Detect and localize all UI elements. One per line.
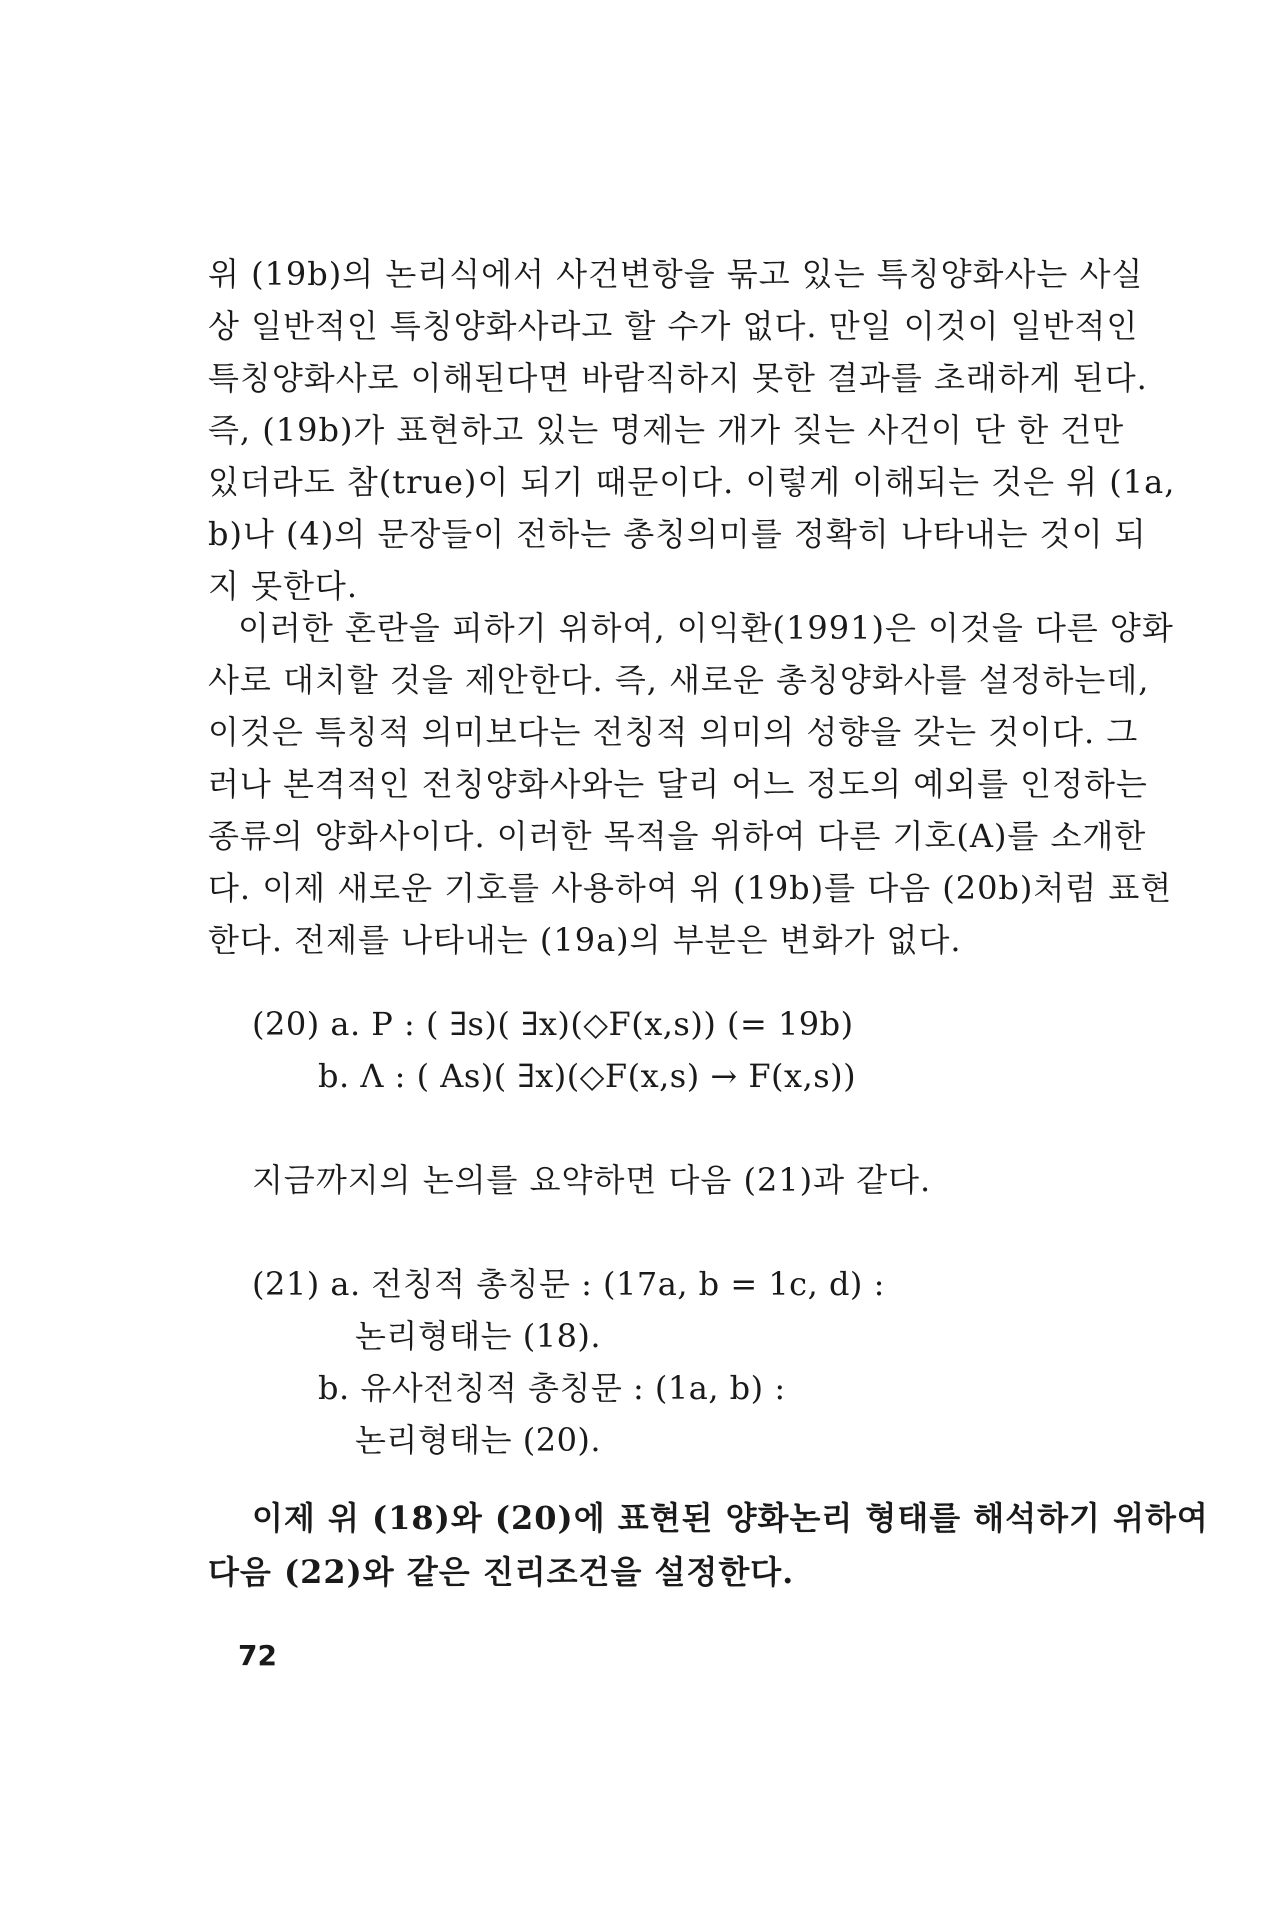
text-line: b)나 (4)의 문장들이 전하는 총칭의미를 정확히 나타내는 것이 되 (208, 515, 1147, 553)
example-20-a: (20) a. P : ( ∃s)( ∃x)(◇F(x,s)) (= 19b) (252, 1005, 854, 1043)
text-line: 다음 (22)와 같은 진리조건을 설정한다. (208, 1553, 795, 1591)
paragraph-3 (208, 1492, 1209, 1602)
text-line: 러나 본격적인 전칭양화사와는 달리 어느 정도의 예외를 인정하는 (208, 765, 1148, 803)
text-line: 지 못한다. (208, 567, 358, 605)
text-line: 이것은 특칭적 의미보다는 전칭적 의미의 성향을 갖는 것이다. 그 (208, 713, 1139, 751)
example-21-b-form: 논리형태는 (20). (355, 1421, 602, 1459)
text-line: 즉, (19b)가 표현하고 있는 명제는 개가 짖는 사건이 단 한 건만 (208, 411, 1125, 449)
page-number: 72 (238, 1639, 277, 1672)
example-21-b: b. 유사전칭적 총칭문 : (1a, b) : (318, 1369, 786, 1407)
text-line: 이러한 혼란을 피하기 위하여, 이익환(1991)은 이것을 다른 양화 (238, 609, 1174, 647)
paragraph-2 (208, 602, 1174, 972)
text-line: 특칭양화사로 이해된다면 바람직하지 못한 결과를 초래하게 된다. (208, 359, 1148, 397)
text-line: 상 일반적인 특칭양화사라고 할 수가 없다. 만일 이것이 일반적인 (208, 307, 1139, 345)
text-line: 다. 이제 새로운 기호를 사용하여 위 (19b)를 다음 (20b)처럼 표현 (208, 869, 1173, 907)
text-line: 위 (19b)의 논리식에서 사건변항을 묶고 있는 특칭양화사는 사실 (208, 255, 1144, 293)
example-21-a-form: 논리형태는 (18). (355, 1317, 602, 1355)
example-21-a: (21) a. 전칭적 총칭문 : (17a, b = 1c, d) : (252, 1265, 885, 1303)
text-line: 사로 대치할 것을 제안한다. 즉, 새로운 총칭양화사를 설정하는데, (208, 661, 1150, 699)
text-line: 있더라도 참(true)이 되기 때문이다. 이렇게 이해되는 것은 위 (1a, (208, 463, 1176, 501)
example-20-b: b. Λ : ( As)( ∃x)(◇F(x,s) → F(x,s)) (318, 1057, 857, 1095)
summary-intro: 지금까지의 논의를 요약하면 다음 (21)과 같다. (252, 1161, 932, 1199)
text-line: 이제 위 (18)와 (20)에 표현된 양화논리 형태를 해석하기 위하여 (252, 1499, 1209, 1537)
paragraph-1 (208, 248, 1176, 618)
text-line: 한다. 전제를 나타내는 (19a)의 부분은 변화가 없다. (208, 921, 962, 959)
text-line: 종류의 양화사이다. 이러한 목적을 위하여 다른 기호(A)를 소개한 (208, 817, 1147, 855)
